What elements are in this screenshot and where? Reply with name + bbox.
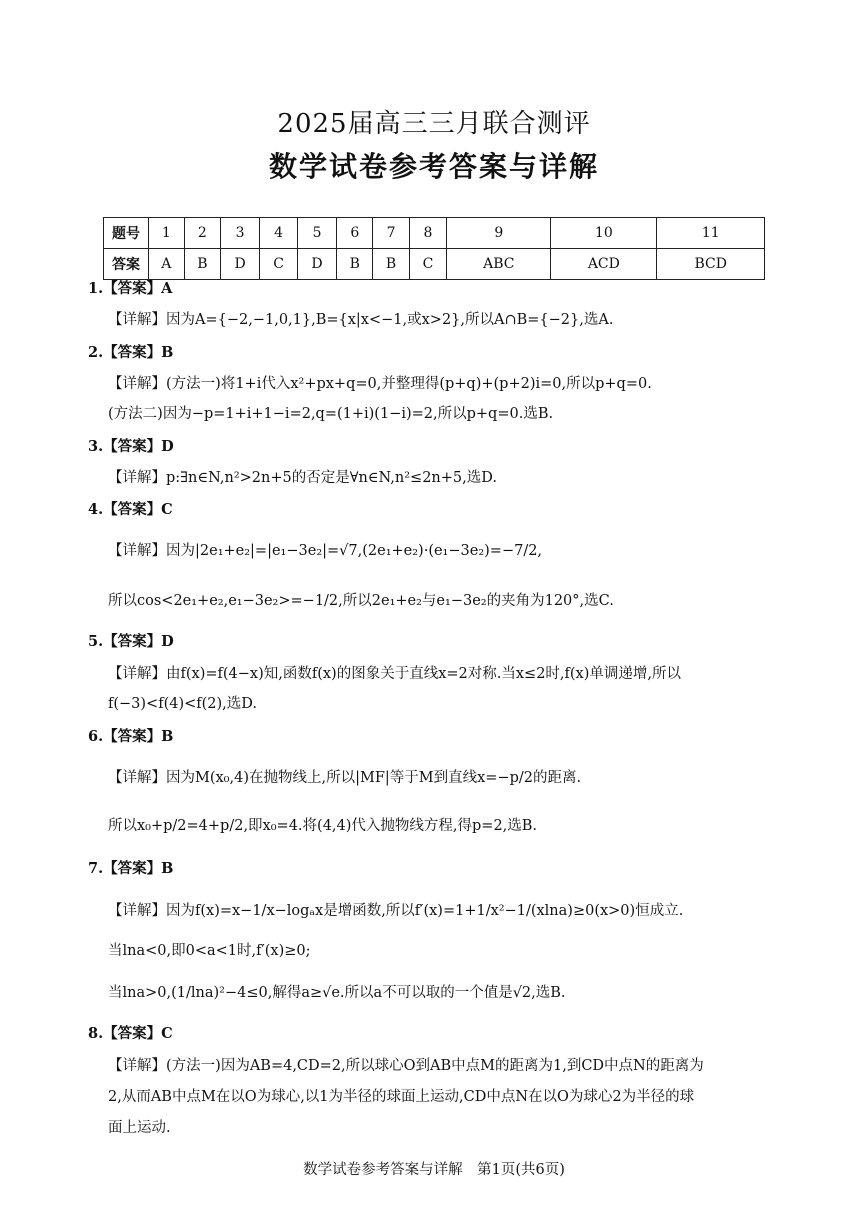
solution-text-line: 面上运动.	[108, 1120, 171, 1136]
question-answer-heading: 4.【答案】C	[88, 501, 173, 518]
table-row-label: 答案	[104, 249, 149, 280]
question-answer-heading: 3.【答案】D	[88, 438, 174, 455]
table-cell: ACD	[551, 249, 657, 280]
table-cell: 4	[260, 218, 298, 249]
question-answer-heading: 6.【答案】B	[88, 728, 174, 745]
question-answer-heading: 1.【答案】A	[88, 280, 173, 297]
table-cell: C	[260, 249, 298, 280]
solution-text-line: 【详解】因为f(x)=x−1/x−logₐx是增函数,所以f′(x)=1+1/x²−1/(xlna)≥0(x>0)恒成立.	[108, 903, 684, 919]
question-answer-heading: 8.【答案】C	[88, 1025, 173, 1042]
table-cell: C	[409, 249, 447, 280]
solution-text-line: 当lna>0,(1/lna)²−4≤0,解得a≥√e.所以a不可以取的一个值是√2,选B.	[108, 985, 566, 1001]
table-cell: 5	[297, 218, 336, 249]
solution-text-line: 【详解】因为M(x₀,4)在抛物线上,所以|MF|等于M到直线x=−p/2的距离.	[108, 770, 582, 786]
table-cell: 8	[409, 218, 447, 249]
solution-text-line: 所以cos<2e₁+e₂,e₁−3e₂>=−1/2,所以2e₁+e₂与e₁−3e₂的夹角为120°,选C.	[108, 593, 614, 609]
table-cell: 9	[447, 218, 551, 249]
solution-text-line: 2,从而AB中点M在以O为球心,以1为半径的球面上运动,CD中点N在以O为球心2为半径的球	[108, 1089, 695, 1105]
solution-text-line: 【详解】由f(x)=f(4−x)知,函数f(x)的图象关于直线x=2对称.当x≤2时,f(x)单调递增,所以	[108, 666, 681, 682]
table-cell: D	[220, 249, 259, 280]
table-cell: 10	[551, 218, 657, 249]
table-cell: B	[184, 249, 220, 280]
question-answer-heading: 2.【答案】B	[88, 344, 174, 361]
exam-title: 2025届高三三月联合测评	[277, 109, 591, 139]
table-cell: 11	[657, 218, 765, 249]
answer-row	[104, 249, 765, 280]
table-cell: 3	[220, 218, 259, 249]
question-number-row	[104, 218, 765, 249]
table-cell: 1	[149, 218, 185, 249]
table-cell: BCD	[657, 249, 765, 280]
solution-text-line: 所以x₀+p/2=4+p/2,即x₀=4.将(4,4)代入抛物线方程,得p=2,选B.	[108, 818, 538, 834]
question-answer-heading: 7.【答案】B	[88, 860, 174, 877]
answer-table	[103, 217, 765, 280]
table-cell: B	[337, 249, 373, 280]
table-cell: B	[373, 249, 409, 280]
solution-text-line: 【详解】因为|2e₁+e₂|=|e₁−3e₂|=√7,(2e₁+e₂)·(e₁−3e₂)=−7/2,	[108, 543, 543, 559]
table-cell: ABC	[447, 249, 551, 280]
solution-text-line: 【详解】(方法一)将1+i代入x²+px+q=0,并整理得(p+q)+(p+2)i=0,所以p+q=0.	[108, 376, 652, 392]
page-footer: 数学试卷参考答案与详解 第1页(共6页)	[303, 1162, 565, 1178]
table-cell: 2	[184, 218, 220, 249]
solution-text-line: 【详解】p:∃n∈N,n²>2n+5的否定是∀n∈N,n²≤2n+5,选D.	[108, 470, 497, 486]
solution-text-line: 当lna<0,即0<a<1时,f′(x)≥0;	[108, 943, 311, 959]
solution-text-line: (方法二)因为−p=1+i+1−i=2,q=(1+i)(1−i)=2,所以p+q=0.选B.	[108, 406, 554, 422]
solution-text-line: 【详解】因为A={−2,−1,0,1},B={x|x<−1,或x>2},所以A∩B={−2},选A.	[108, 312, 614, 328]
table-cell: 7	[373, 218, 409, 249]
table-cell: A	[149, 249, 185, 280]
table-cell: 6	[337, 218, 373, 249]
solution-text-line: f(−3)<f(4)<f(2),选D.	[108, 696, 257, 712]
table-row-label: 题号	[104, 218, 149, 249]
table-cell: D	[297, 249, 336, 280]
solution-text-line: 【详解】(方法一)因为AB=4,CD=2,所以球心O到AB中点M的距离为1,到CD中点N的距离为	[108, 1058, 704, 1074]
question-answer-heading: 5.【答案】D	[88, 633, 174, 650]
document-subtitle: 数学试卷参考答案与详解	[268, 150, 599, 183]
